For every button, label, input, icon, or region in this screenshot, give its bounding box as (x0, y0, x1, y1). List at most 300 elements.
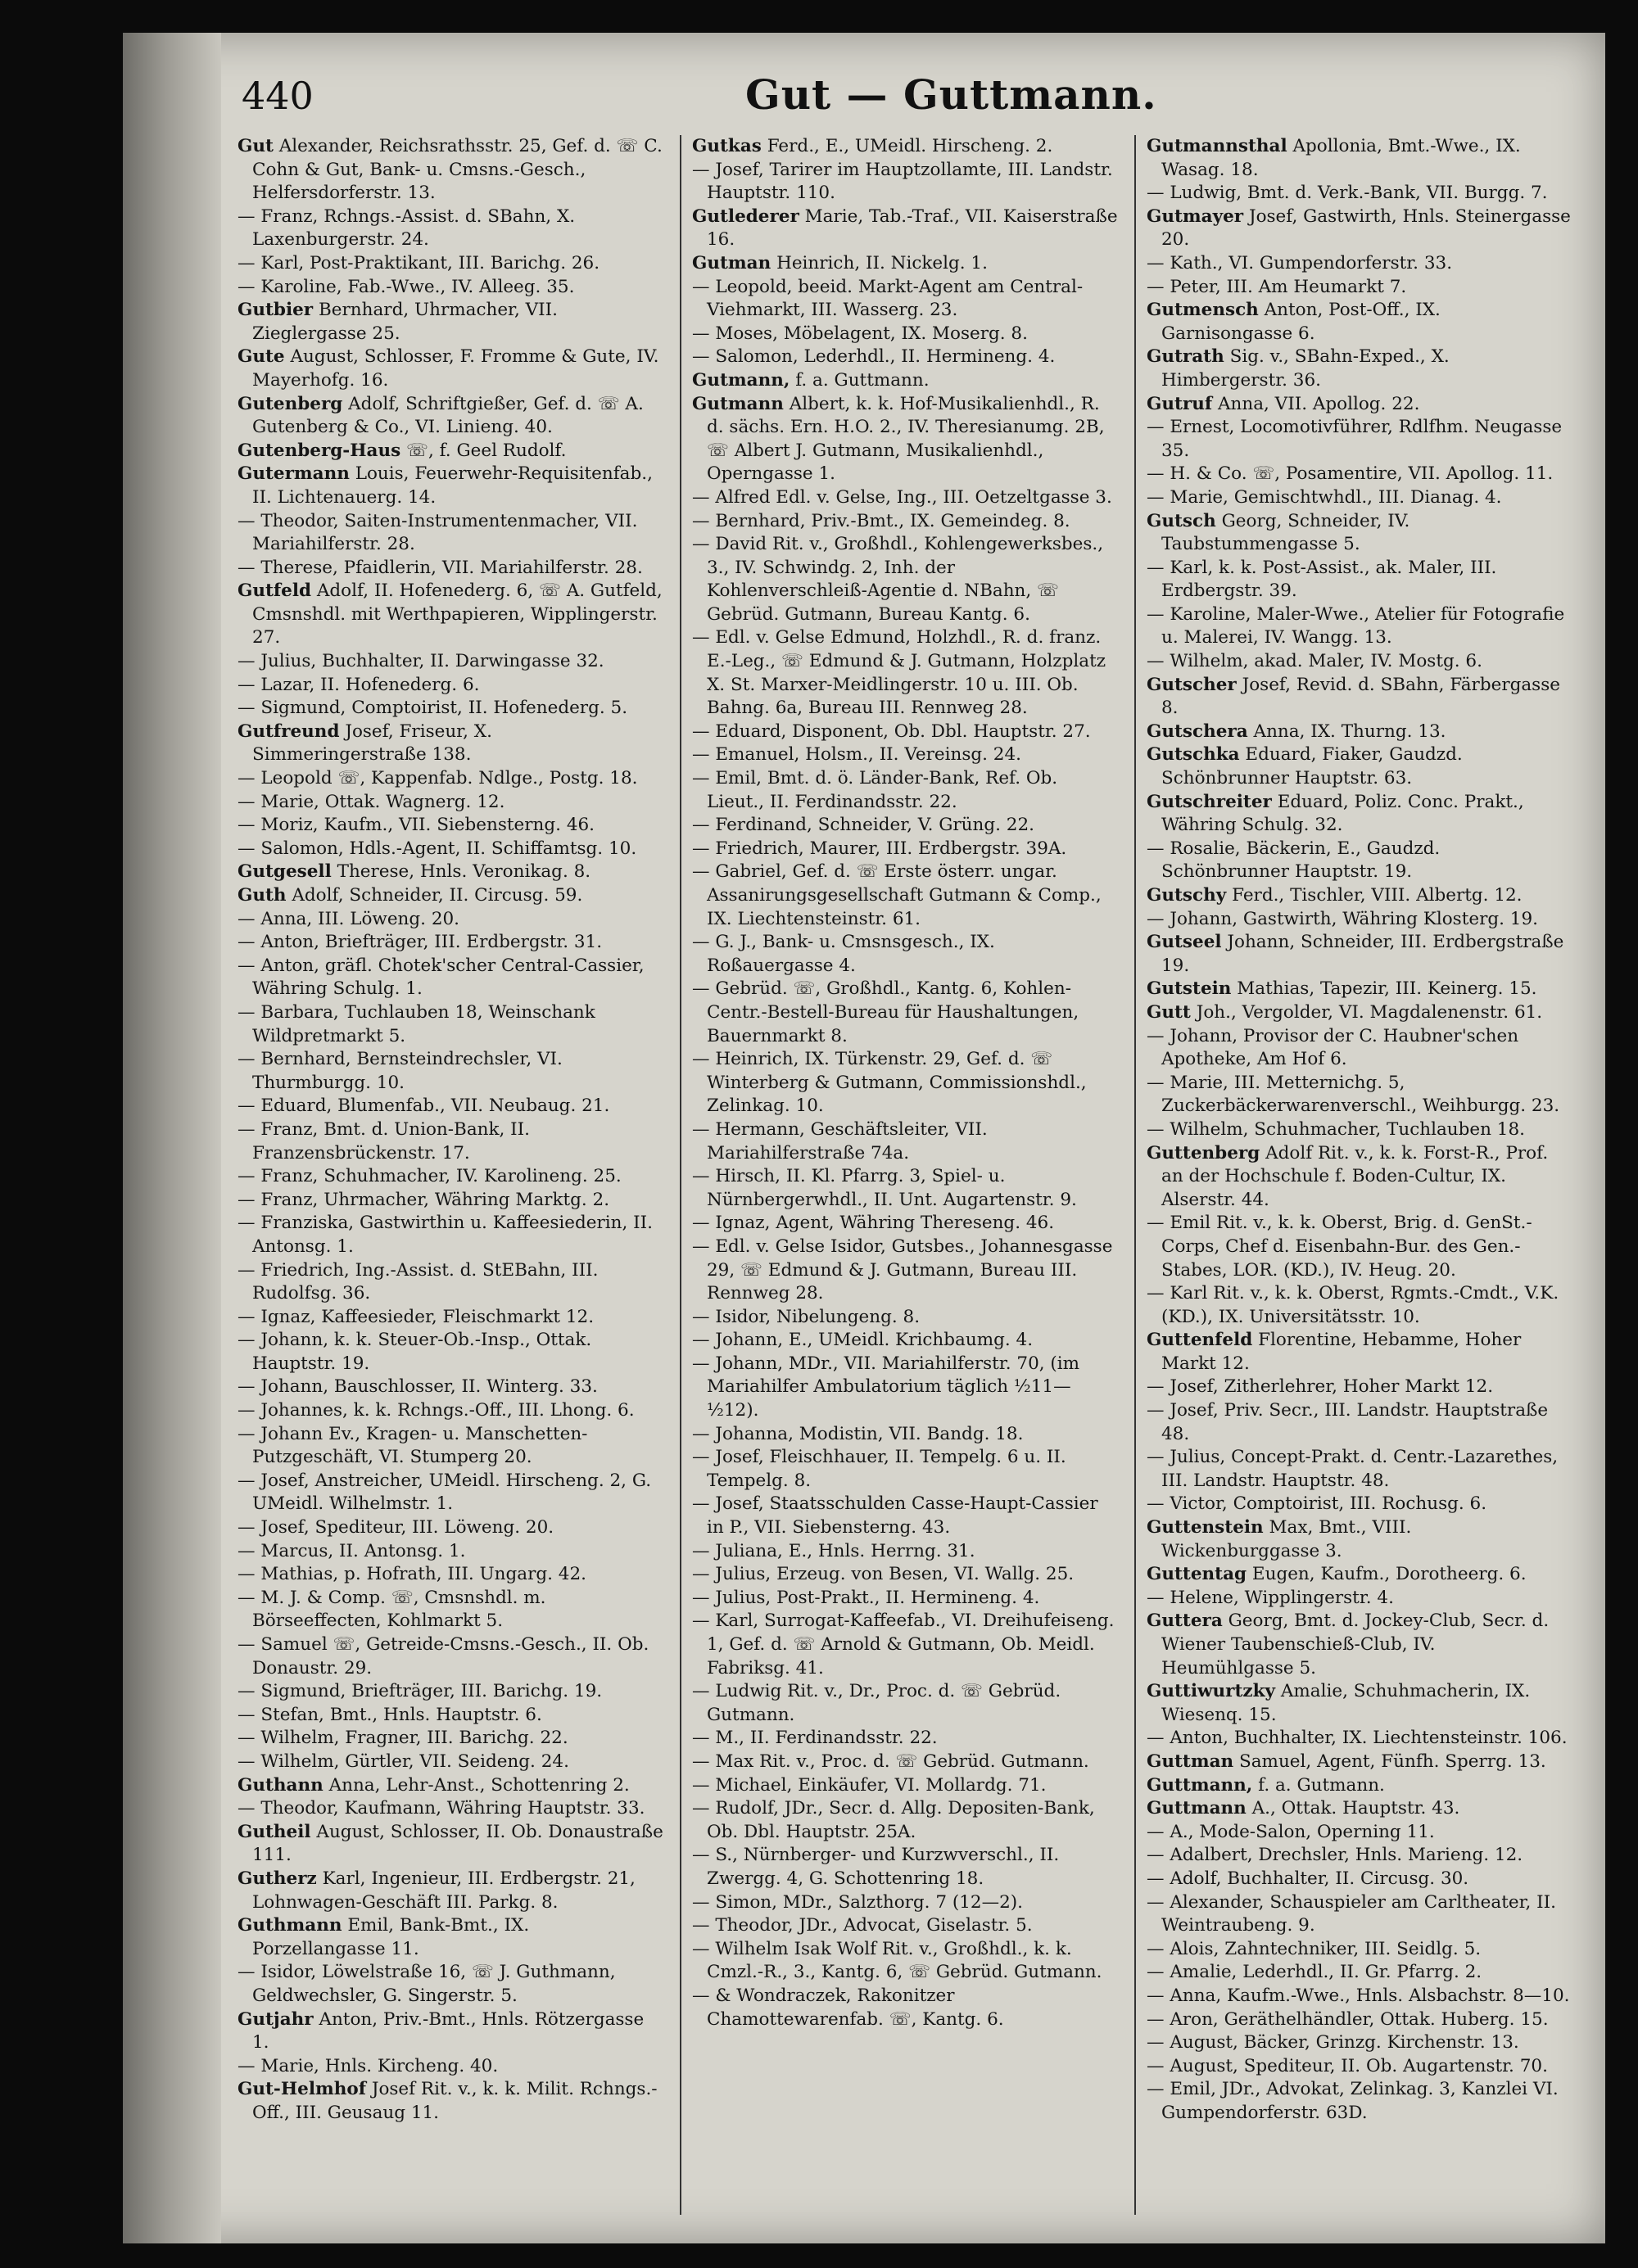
directory-entry (692, 978, 1118, 1048)
entry-surname: Guthmann (238, 1915, 342, 1936)
entry-details: Josef, Friseur, X. Simmeringerstraße 138. (252, 721, 492, 766)
directory-entry (238, 908, 663, 932)
entry-details: Apollonia, Bmt.-Wwe., IX. Wasag. 18. (1161, 136, 1521, 180)
entry-details: Eduard, Fiaker, Gaudzd. Schönbrunner Hauptstr. 63. (1161, 744, 1463, 789)
directory-entry (238, 1797, 663, 1821)
directory-entry (692, 1563, 1118, 1587)
entry-details: — Leopold, beeid. Markt-Agent am Central-Viehmarkt, III. Wasserg. 23. (692, 276, 1084, 321)
directory-entry (1147, 1587, 1572, 1611)
directory-entry (1147, 135, 1572, 182)
entry-details: — Max Rit. v., Proc. d. ☏ Gebrüd. Gutmann. (692, 1751, 1089, 1772)
entry-details: — M. J. & Comp. ☏, Cmsnshdl. m. Börseeffecten, Kohlmarkt 5. (238, 1587, 546, 1632)
entry-surname: Guttenberg (1147, 1142, 1260, 1163)
directory-entry (238, 1914, 663, 1961)
entry-details: — & Wondraczek, Rakonitzer Chamottewarenfab. ☏, Kantg. 6. (692, 1985, 1004, 2030)
entry-details: — Karl Rit. v., k. k. Oberst, Rgmts.-Cmdt., V.K. (KD.), IX. Universitätsstr. 10. (1147, 1283, 1559, 1327)
entry-details: — Ludwig Rit. v., Dr., Proc. d. ☏ Gebrüd. Gutmann. (692, 1681, 1061, 1725)
entry-details: — Marcus, II. Antonsg. 1. (238, 1540, 466, 1561)
entry-details: — Mathias, p. Hofrath, III. Ungarg. 42. (238, 1564, 586, 1585)
entry-details: Karl, Ingenieur, III. Erdbergstr. 21, Lohnwagen-Geschäft III. Parkg. 8. (252, 1868, 636, 1913)
entry-surname: Gutjahr (238, 2008, 314, 2030)
entry-surname: Gutruf (1147, 393, 1213, 414)
entry-surname: Guthann (238, 1774, 324, 1796)
entry-details: Georg, Schneider, IV. Taubstummengasse 5. (1161, 510, 1410, 555)
entry-details: — Peter, III. Am Heumarkt 7. (1147, 276, 1407, 297)
entry-details: — Wilhelm Isak Wolf Rit. v., Großhdl., k. k. Cmzl.-R., 3., Kantg. 6, ☏ Gebrüd. Gutmann. (692, 1938, 1102, 1983)
entry-details: — Wilhelm, Schuhmacher, Tuchlauben 18. (1147, 1118, 1525, 1140)
directory-entry (238, 557, 663, 581)
directory-entry (692, 1118, 1118, 1165)
entry-surname: Gutmayer (1147, 206, 1244, 227)
directory-entry (1147, 2031, 1572, 2055)
entry-details: — Wilhelm, akad. Maler, IV. Mostg. 6. (1147, 651, 1482, 672)
directory-entry (238, 1751, 663, 1774)
directory-entry (1147, 791, 1572, 838)
directory-entry (692, 323, 1118, 346)
entry-details: — G. J., Bank- u. Cmsnsgesch., IX. Roßauergasse 4. (692, 932, 995, 976)
directory-entry (1147, 206, 1572, 252)
directory-entry (1147, 2008, 1572, 2032)
entry-details: — Johann, E., UMeidl. Krichbaumg. 4. (692, 1330, 1034, 1351)
entry-details: — Josef, Priv. Secr., III. Landstr. Hauptstraße 48. (1147, 1400, 1549, 1444)
directory-entry (238, 2055, 663, 2079)
entry-details: — Ignaz, Kaffeesieder, Fleischmarkt 12. (238, 1306, 595, 1327)
directory-entry (238, 861, 663, 884)
directory-entry (238, 346, 663, 392)
directory-entry (692, 1306, 1118, 1330)
entry-details: — August, Bäcker, Grinzg. Kirchenstr. 13. (1147, 2032, 1519, 2053)
directory-entry (238, 1680, 663, 1704)
entry-surname: Gutkas (692, 136, 762, 156)
directory-entry (238, 814, 663, 838)
entry-details: — Simon, MDr., Salzthorg. 7 (12—2). (692, 1891, 1024, 1913)
entry-details: — David Rit. v., Großhdl., Kohlengewerksbes., 3., IV. Schwindg. 2, Inh. der Kohlenverschleiß-Agentie d. NBahn, ☏ Gebrüd. Gutmann, Bureau Kantg. 6. (692, 534, 1104, 625)
entry-details: — Salomon, Lederhdl., II. Hermineng. 4. (692, 346, 1056, 368)
entry-surname: Gutfeld (238, 581, 312, 602)
directory-entry (692, 1774, 1118, 1798)
entry-details: — Gabriel, Gef. d. ☏ Erste österr. ungar. Assanirungsgesellschaft Gutmann & Comp., IX. Liechtensteinstr. 61. (692, 861, 1102, 929)
directory-entry (1147, 1938, 1572, 1962)
directory-entry (238, 1774, 663, 1798)
directory-entry (238, 1212, 663, 1258)
entry-details: Alexander, Reichsrathsstr. 25, Gef. d. ☏ C. Cohn & Gut, Bank- u. Cmsns.-Gesch., Helfersdorferstr. 13. (252, 136, 663, 204)
entry-surname: Gut (238, 136, 274, 156)
directory-entry (692, 346, 1118, 369)
entry-details: Ferd., E., UMeidl. Hirscheng. 2. (761, 136, 1053, 156)
entry-surname: Gutmann (692, 393, 784, 414)
entry-surname: Gutscher (1147, 674, 1237, 695)
entry-details: Marie, Tab.-Traf., VII. Kaiserstraße 16. (707, 206, 1118, 251)
directory-entry (238, 1704, 663, 1728)
entry-details: — S., Nürnberger- und Kurzwverschl., II. Zwergg. 4, G. Schottenring 18. (692, 1845, 1060, 1889)
directory-entry (1147, 510, 1572, 557)
entry-surname: Gutfreund (238, 721, 340, 742)
entry-details: — Ferdinand, Schneider, V. Grüng. 22. (692, 815, 1035, 836)
directory-entry (238, 1470, 663, 1516)
entry-details: — Rosalie, Bäckerin, E., Gaudzd. Schönbrunner Hauptstr. 19. (1147, 838, 1441, 883)
entry-details: — Isidor, Löwelstraße 16, ☏ J. Guthmann, Geldwechsler, G. Singerstr. 5. (238, 1962, 616, 2006)
entry-details: — Aron, Geräthelhändler, Ottak. Huberg. 15. (1147, 2008, 1549, 2030)
entry-surname: Gutherz (238, 1868, 317, 1889)
directory-entry (692, 1680, 1118, 1727)
entry-details: — Heinrich, IX. Türkenstr. 29, Gef. d. ☏ Winterberg & Gutmann, Commissionshdl., Zelinkag. 10. (692, 1049, 1087, 1117)
entry-details: — Josef, Anstreicher, UMeidl. Hirscheng. 2, G. UMeidl. Wilhelmstr. 1. (238, 1470, 652, 1515)
entry-details: Amalie, Schuhmacherin, IX. Wiesenq. 15. (1161, 1681, 1531, 1725)
entry-details: Samuel, Agent, Fünfh. Sperrg. 13. (1233, 1751, 1546, 1772)
entry-surname: Guttera (1147, 1611, 1223, 1632)
directory-entry (1147, 346, 1572, 392)
directory-entry (1147, 1399, 1572, 1446)
directory-entry (1147, 1025, 1572, 1072)
directory-entry (238, 955, 663, 1001)
directory-entry (238, 1095, 663, 1118)
directory-entry (692, 838, 1118, 861)
directory-entry (692, 1751, 1118, 1774)
entry-details: — Julius, Erzeug. von Besen, VI. Wallg. 25. (692, 1564, 1075, 1585)
entry-surname: Gut-Helmhof (238, 2079, 366, 2100)
directory-entry (692, 510, 1118, 534)
entry-details: — Samuel ☏, Getreide-Cmsns.-Gesch., II. Ob. Donaustr. 29. (238, 1634, 649, 1678)
directory-entry (1147, 1891, 1572, 1938)
entry-details: — August, Spediteur, II. Ob. Augartenstr. 70. (1147, 2055, 1548, 2076)
entry-details: Adolf, II. Hofenederg. 6, ☏ A. Gutfeld, Cmsnshdl. mit Werthpapieren, Wipplingerstr. 27. (252, 581, 663, 648)
directory-entry (1147, 557, 1572, 603)
entry-surname: Guttmann (1147, 1798, 1247, 1819)
entry-details: — Wilhelm, Fragner, III. Barichg. 22. (238, 1728, 568, 1749)
entry-surname: Gutseel (1147, 932, 1222, 953)
entry-details: — Josef, Staatsschulden Casse-Haupt-Cassier in P., VII. Siebensterng. 43. (692, 1493, 1098, 1538)
entry-details: f. a. Guttmann. (790, 369, 930, 391)
directory-entry (692, 1727, 1118, 1751)
entry-details: — Hermann, Geschäftsleiter, VII. Mariahilferstraße 74a. (692, 1118, 988, 1163)
directory-entry (1147, 463, 1572, 486)
directory-entry (1147, 416, 1572, 463)
entry-details: — Anna, III. Löweng. 20. (238, 908, 460, 929)
directory-entry (1147, 1282, 1572, 1329)
entry-details: Florentine, Hebamme, Hoher Markt 12. (1161, 1330, 1522, 1374)
entry-details: Sig. v., SBahn-Exped., X. Himbergerstr. 36. (1161, 346, 1450, 391)
directory-entry (238, 393, 663, 440)
directory-entry (238, 1633, 663, 1680)
entry-details: — Eduard, Blumenfab., VII. Neubaug. 21. (238, 1096, 610, 1117)
directory-entry (238, 838, 663, 861)
entry-details: Max, Bmt., VIII. Wickenburggasse 3. (1161, 1517, 1412, 1561)
entry-details: — Eduard, Disponent, Ob. Dbl. Hauptstr. 27. (692, 721, 1091, 742)
entry-details: — Johann Ev., Kragen- u. Manschetten-Putzgeschäft, VI. Stumperg 20. (238, 1423, 588, 1468)
directory-entry (692, 1353, 1118, 1423)
running-head: Gut — Guttmann. (745, 70, 1157, 119)
directory-entry (238, 791, 663, 815)
entry-details: — Josef, Fleischhauer, II. Tempelg. 6 u. II. Tempelg. 8. (692, 1447, 1066, 1491)
entry-details: — Leopold ☏, Kappenfab. Ndlge., Postg. 18. (238, 768, 638, 789)
entry-details: Heinrich, II. Nickelg. 1. (771, 252, 988, 273)
entry-details: — Moriz, Kaufm., VII. Siebensterng. 46. (238, 815, 595, 836)
directory-entry (692, 206, 1118, 252)
entry-details: Eugen, Kaufm., Dorotheerg. 6. (1247, 1564, 1527, 1585)
directory-entry (238, 931, 663, 955)
entry-details: — Moses, Möbelagent, IX. Moserg. 8. (692, 323, 1028, 344)
entry-details: Adolf, Schneider, II. Circusg. 59. (286, 885, 583, 906)
entry-details: — Anton, gräfl. Chotek'scher Central-Cassier, Währing Schulg. 1. (238, 955, 645, 1000)
entry-details: Anton, Post-Off., IX. Garnisongasse 6. (1161, 300, 1441, 344)
entry-details: — Franz, Uhrmacher, Währing Marktg. 2. (238, 1189, 610, 1210)
entry-details: — Theodor, JDr., Advocat, Giselastr. 5. (692, 1915, 1033, 1936)
entry-details: — Lazar, II. Hofenederg. 6. (238, 674, 480, 695)
entry-details: Adolf, Schriftgießer, Gef. d. ☏ A. Gutenberg & Co., VI. Linieng. 40. (252, 393, 644, 438)
directory-entry (1147, 252, 1572, 276)
entry-details: — Anna, Kaufm.-Wwe., Hnls. Alsbachstr. 8—10. (1147, 1985, 1570, 2006)
entry-details: — Julius, Post-Prakt., II. Hermineng. 4. (692, 1587, 1040, 1608)
entry-details: — Marie, III. Metternichg. 5, Zuckerbäckerwarenverschl., Weihburgg. 23. (1147, 1072, 1560, 1117)
directory-entry (692, 135, 1118, 159)
entry-details: — Rudolf, JDr., Secr. d. Allg. Depositen-Bank, Ob. Dbl. Hauptstr. 25A. (692, 1798, 1095, 1842)
entry-surname: Gutt (1147, 1001, 1191, 1023)
directory-entry (1147, 908, 1572, 932)
directory-entry (1147, 1493, 1572, 1516)
directory-entry (238, 440, 663, 463)
entry-details: — Julius, Concept-Prakt. d. Centr.-Lazarethes, III. Landstr. Hauptstr. 48. (1147, 1447, 1559, 1491)
directory-entry (238, 580, 663, 650)
directory-entry (692, 1587, 1118, 1611)
entry-details: Josef Rit. v., k. k. Milit. Rchngs.-Off., III. Geusaug 11. (252, 2079, 658, 2123)
entry-details: — Juliana, E., Hnls. Herrng. 31. (692, 1540, 975, 1561)
entry-details: — Ludwig, Bmt. d. Verk.-Bank, VII. Burgg. 7. (1147, 183, 1548, 204)
entry-details: Louis, Feuerwehr-Requisitenfab., II. Lichtenauerg. 14. (252, 463, 653, 508)
entry-details: — Karl, Surrogat-Kaffeefab., VI. Dreihufeiseng. 1, Gef. d. ☏ Arnold & Gutmann, Ob. Meidl. Fabriksg. 41. (692, 1611, 1115, 1678)
directory-entry (692, 626, 1118, 720)
directory-entry (692, 721, 1118, 744)
directory-entry (692, 1610, 1118, 1680)
entry-details: — Bernhard, Bernsteindrechsler, VI. Thurmburgg. 10. (238, 1049, 563, 1093)
entry-details: Johann, Schneider, III. Erdbergstraße 19. (1161, 932, 1564, 976)
entry-details: Albert, k. k. Hof-Musikalienhdl., R. d. sächs. Ern. H.O. 2., IV. Theresianumg. 2B, ☏ Albert J. Gutmann, Musikalienhdl., Operngasse 1. (707, 393, 1105, 485)
entry-details: — Johann, Bauschlosser, II. Winterg. 33. (238, 1376, 598, 1398)
directory-entry (238, 510, 663, 557)
entry-details: — Friedrich, Ing.-Assist. d. StEBahn, III. Rudolfsg. 36. (238, 1259, 599, 1304)
directory-entry (238, 1540, 663, 1564)
directory-entry (238, 1727, 663, 1751)
directory-entry (1147, 1610, 1572, 1680)
entry-details: — Emil Rit. v., k. k. Oberst, Brig. d. GenSt.-Corps, Chef d. Eisenbahn-Bur. des Gen.-Stabes, LOR. (KD.), IV. Heug. 20. (1147, 1213, 1532, 1281)
entry-details: — M., II. Ferdinandsstr. 22. (692, 1728, 938, 1749)
directory-entry (238, 1118, 663, 1165)
directory-entry (692, 1540, 1118, 1564)
directory-entry (692, 533, 1118, 626)
entry-details: — Franz, Rchngs.-Assist. d. SBahn, X. Laxenburgerstr. 24. (238, 206, 576, 251)
directory-entry (1147, 1821, 1572, 1845)
entry-details: — Johannes, k. k. Rchngs.-Off., III. Lhong. 6. (238, 1400, 635, 1421)
entry-details: — Wilhelm, Gürtler, VII. Seideng. 24. (238, 1751, 569, 1772)
directory-entry (1147, 1072, 1572, 1118)
entry-details: — Alois, Zahntechniker, III. Seidlg. 5. (1147, 1938, 1482, 1959)
entry-details: Therese, Hnls. Veronikag. 8. (331, 861, 591, 883)
entry-surname: Gutbier (238, 300, 314, 321)
entry-details: — Karl, k. k. Post-Assist., ak. Maler, III. Erdbergstr. 39. (1147, 557, 1497, 602)
entry-details: Anton, Priv.-Bmt., Hnls. Rötzergasse 1. (252, 2008, 645, 2053)
directory-entry (692, 159, 1118, 206)
entry-details: — Friedrich, Maurer, III. Erdbergstr. 39A. (692, 838, 1067, 859)
entry-details: Bernhard, Uhrmacher, VII. Zieglergasse 25. (252, 300, 558, 344)
directory-entry (1147, 603, 1572, 650)
entry-details: Josef, Revid. d. SBahn, Färbergasse 8. (1161, 674, 1560, 719)
entry-details: — Hirsch, II. Kl. Pfarrg. 3, Spiel- u. Nürnbergerwhdl., II. Unt. Augartenstr. 9. (692, 1166, 1077, 1210)
directory-entry (692, 276, 1118, 323)
entry-details: Anna, IX. Thurng. 13. (1247, 721, 1446, 742)
directory-entry (238, 299, 663, 346)
directory-entry (1147, 1751, 1572, 1774)
entry-details: — Alfred Edl. v. Gelse, Ing., III. Oetzeltgasse 3. (692, 486, 1112, 508)
directory-entry (1147, 486, 1572, 510)
directory-entry (1147, 674, 1572, 721)
entry-details: — Marie, Gemischtwhdl., III. Dianag. 4. (1147, 486, 1502, 508)
entry-details: Georg, Bmt. d. Jockey-Club, Secr. d. Wiener Taubenschieß-Club, IV. Heumühlgasse 5. (1161, 1611, 1550, 1678)
entry-details: Joh., Vergolder, VI. Magdalenenstr. 61. (1190, 1001, 1543, 1023)
entry-details: August, Schlosser, F. Fromme & Gute, IV. Mayerhofg. 16. (252, 346, 659, 391)
entry-details: ☏, f. Geel Rudolf. (400, 440, 567, 461)
entry-details: — Sigmund, Comptoirist, II. Hofenederg. 5. (238, 698, 628, 719)
directory-entry (238, 2008, 663, 2055)
entry-surname: Guttiwurtzky (1147, 1681, 1276, 1702)
directory-entry (1147, 1563, 1572, 1587)
entry-surname: Gutmannsthal (1147, 136, 1287, 156)
directory-entry (1147, 182, 1572, 206)
directory-entry (692, 369, 1118, 393)
entry-details: — Salomon, Hdls.-Agent, II. Schiffamtsg. 10. (238, 838, 637, 859)
column-1 (238, 135, 663, 2215)
directory-entry (238, 1516, 663, 1540)
entry-surname: Gutschera (1147, 721, 1248, 742)
entry-details: Anna, Lehr-Anst., Schottenring 2. (323, 1774, 630, 1796)
entry-details: — Julius, Buchhalter, II. Darwingasse 32. (238, 651, 604, 672)
entry-details: — Johann, MDr., VII. Mariahilferstr. 70, (im Mariahilfer Ambulatorium täglich ½11—½12). (692, 1353, 1080, 1421)
directory-entry (1147, 1118, 1572, 1142)
directory-entry (1147, 2055, 1572, 2079)
entry-surname: Guttmann, (1147, 1774, 1253, 1796)
entry-surname: Gutgesell (238, 861, 332, 883)
directory-entry (238, 767, 663, 791)
entry-surname: Gutschy (1147, 885, 1227, 906)
book-gutter (123, 33, 221, 2243)
column-2 (692, 135, 1118, 2215)
directory-entry (238, 697, 663, 721)
directory-entry (692, 1423, 1118, 1447)
directory-entry (692, 861, 1118, 931)
directory-entry (238, 1423, 663, 1470)
directory-entry (238, 1165, 663, 1189)
entry-details: — Emil, JDr., Advokat, Zelinkag. 3, Kanzlei VI. Gumpendorferstr. 63D. (1147, 2079, 1559, 2123)
entry-surname: Guth (238, 885, 287, 906)
entry-details: f. a. Gutmann. (1252, 1774, 1385, 1796)
directory-entry (692, 1048, 1118, 1118)
entry-surname: Guttenfeld (1147, 1330, 1253, 1351)
entry-details: — Edl. v. Gelse Edmund, Holzhdl., R. d. franz. E.-Leg., ☏ Edmund & J. Gutmann, Holzplatz X. St. Marxer-Meidlingerstr. 10 u. III. Ob. Bahng. 6a, Bureau III. Rennweg 28. (692, 627, 1106, 719)
directory-entry (692, 1914, 1118, 1938)
directory-entry (238, 1961, 663, 2008)
directory-entry (692, 1844, 1118, 1891)
entry-details: — Anton, Buchhalter, IX. Liechtensteinstr. 106. (1147, 1728, 1568, 1749)
directory-entry (692, 931, 1118, 978)
entry-surname: Gutmann, (692, 369, 790, 391)
directory-entry (238, 252, 663, 276)
entry-details: — Barbara, Tuchlauben 18, Weinschank Wildpretmarkt 5. (238, 1001, 595, 1046)
entry-details: — Kath., VI. Gumpendorferstr. 33. (1147, 252, 1453, 273)
directory-entry (238, 1563, 663, 1587)
directory-entry (692, 252, 1118, 276)
directory-entry (1147, 978, 1572, 1001)
entry-surname: Gutermann (238, 463, 350, 485)
directory-entry (1147, 838, 1572, 884)
directory-entry (238, 463, 663, 509)
entry-details: — Franz, Bmt. d. Union-Bank, II. Franzensbrückenstr. 17. (238, 1118, 530, 1163)
entry-surname: Gutsch (1147, 510, 1216, 531)
directory-entry (1147, 1844, 1572, 1868)
directory-entry (692, 1329, 1118, 1353)
entry-details: — Anton, Briefträger, III. Erdbergstr. 31. (238, 932, 603, 953)
directory-columns (238, 135, 1589, 2215)
directory-entry (1147, 743, 1572, 790)
directory-entry (1147, 1001, 1572, 1025)
entry-surname: Gutstein (1147, 978, 1232, 1000)
directory-entry (1147, 1516, 1572, 1563)
directory-entry (1147, 721, 1572, 744)
directory-entry (238, 884, 663, 908)
directory-entry (692, 486, 1118, 510)
entry-details: Anna, VII. Apollog. 22. (1212, 393, 1420, 414)
directory-entry (1147, 1727, 1572, 1751)
directory-entry (238, 1821, 663, 1868)
entry-details: — Isidor, Nibelungeng. 8. (692, 1306, 921, 1327)
directory-entry (1147, 393, 1572, 417)
directory-entry (692, 1938, 1118, 1985)
entry-details: — Adalbert, Drechsler, Hnls. Marieng. 12. (1147, 1845, 1523, 1866)
entry-details: Josef, Gastwirth, Hnls. Steinergasse 20. (1161, 206, 1571, 251)
entry-details: — Helene, Wipplingerstr. 4. (1147, 1587, 1394, 1608)
entry-details: — Alexander, Schauspieler am Carltheater, II. Weintraubeng. 9. (1147, 1891, 1556, 1936)
directory-entry (1147, 1985, 1572, 2008)
directory-entry (238, 1306, 663, 1330)
entry-details: — Marie, Ottak. Wagnerg. 12. (238, 791, 505, 812)
directory-entry (1147, 1797, 1572, 1821)
directory-entry (1147, 884, 1572, 908)
entry-surname: Guttman (1147, 1751, 1234, 1772)
directory-entry (238, 1329, 663, 1376)
entry-surname: Gutenberg (238, 393, 343, 414)
directory-entry (692, 1165, 1118, 1212)
entry-details: — Gebrüd. ☏, Großhdl., Kantg. 6, Kohlen-Centr.-Bestell-Bureau für Haushaltungen, Bauernmarkt 8. (692, 978, 1079, 1046)
directory-entry (692, 1493, 1118, 1539)
directory-entry (1147, 1212, 1572, 1282)
directory-entry (692, 1797, 1118, 1844)
entry-details: — Bernhard, Priv.-Bmt., IX. Gemeindeg. 8. (692, 510, 1070, 531)
directory-entry (1147, 1142, 1572, 1213)
entry-details: Emil, Bank-Bmt., IX. Porzellangasse 11. (252, 1915, 530, 1959)
entry-details: — Edl. v. Gelse Isidor, Gutsbes., Johannesgasse 29, ☏ Edmund & J. Gutmann, Bureau III. Rennweg 28. (692, 1236, 1113, 1304)
entry-details: Ferd., Tischler, VIII. Albertg. 12. (1226, 885, 1523, 906)
column-divider (1134, 135, 1136, 2215)
entry-details: — Marie, Hnls. Kircheng. 40. (238, 2055, 499, 2076)
entry-details: — Therese, Pfaidlerin, VII. Mariahilferstr. 28. (238, 557, 643, 578)
entry-details: — Johann, Provisor der C. Haubner'schen Apotheke, Am Hof 6. (1147, 1025, 1519, 1070)
directory-entry (1147, 276, 1572, 300)
entry-details: — A., Mode-Salon, Operning 11. (1147, 1821, 1435, 1842)
entry-details: — Stefan, Bmt., Hnls. Hauptstr. 6. (238, 1704, 542, 1725)
entry-details: Adolf Rit. v., k. k. Forst-R., Prof. an der Hochschule f. Boden-Cultur, IX. Alserstr. 44. (1161, 1142, 1549, 1210)
entry-details: — Emil, Bmt. d. ö. Länder-Bank, Ref. Ob. Lieut., II. Ferdinandsstr. 22. (692, 768, 1058, 812)
entry-details: — H. & Co. ☏, Posamentire, VII. Apollog. 11. (1147, 463, 1554, 485)
entry-details: — Adolf, Buchhalter, II. Circusg. 30. (1147, 1868, 1469, 1889)
entry-details: — Karl, Post-Praktikant, III. Barichg. 26. (238, 252, 600, 273)
entry-details: August, Schlosser, II. Ob. Donaustraße 111. (252, 1821, 663, 1866)
